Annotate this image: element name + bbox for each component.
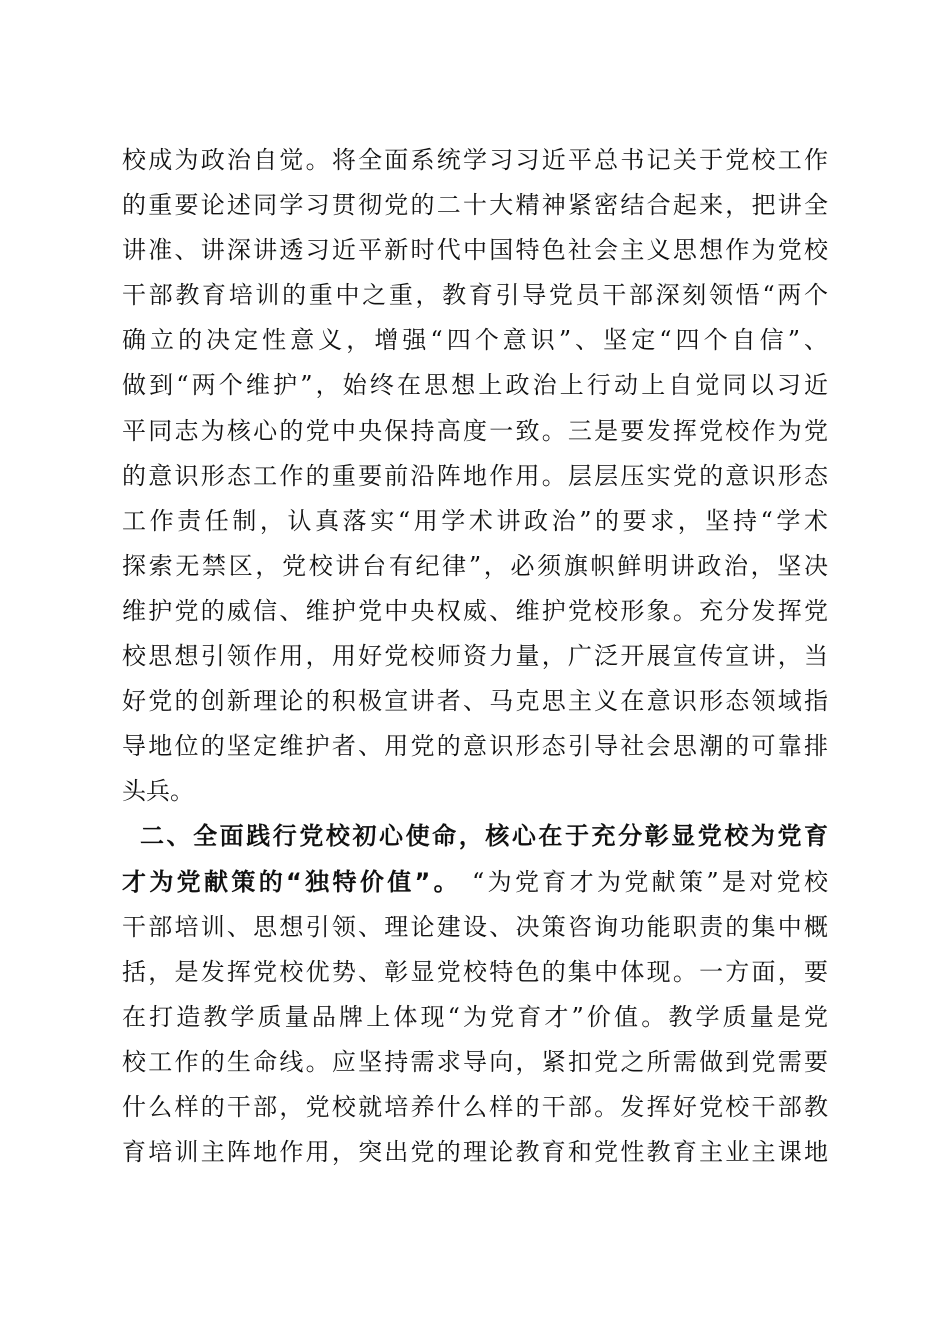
text-line: 干部教育培训的重中之重，教育引导党员干部深刻领悟“两个: [122, 281, 828, 310]
text-line: 的意识形态工作的重要前沿阵地作用。层层压实党的意识形态: [122, 461, 828, 490]
text-line: 工作责任制，认真落实“用学术讲政治”的要求，坚持“学术: [122, 506, 828, 535]
text-line: 好党的创新理论的积极宣讲者、马克思主义在意识形态领域指: [122, 687, 828, 716]
text-line: 校工作的生命线。应坚持需求导向，紧扣党之所需做到党需要: [122, 1047, 828, 1076]
text-line: [122, 860, 828, 905]
text-line: 维护党的威信、维护党中央权威、维护党校形象。充分发挥党: [122, 596, 828, 625]
text-line: 确立的决定性意义，增强“四个意识”、坚定“四个自信”、: [122, 326, 828, 355]
text-line: 校成为政治自觉。将全面系统学习习近平总书记关于党校工作: [122, 146, 828, 174]
section-heading-end: 才为党献策的“独特价值”。: [122, 867, 462, 896]
text-line: 做到“两个维护”，始终在思想上政治上行动上自觉同以习近: [122, 371, 828, 400]
text-line: 导地位的坚定维护者、用党的意识形态引导社会思潮的可靠排: [122, 732, 828, 761]
text-line: 在打造教学质量品牌上体现“为党育才”价值。教学质量是党: [122, 1002, 828, 1031]
text-span: “为党育才为党献策”是对党校: [472, 867, 828, 896]
text-line: 探索无禁区，党校讲台有纪律”，必须旗帜鲜明讲政治，坚决: [122, 551, 828, 580]
text-line: 的重要论述同学习贯彻党的二十大精神紧密结合起来，把讲全: [122, 191, 828, 220]
text-line: 干部培训、思想引领、理论建设、决策咨询功能职责的集中概: [122, 912, 828, 941]
text-line: 括，是发挥党校优势、彰显党校特色的集中体现。一方面，要: [122, 957, 828, 986]
text-line: 育培训主阵地作用，突出党的理论教育和党性教育主业主课地: [122, 1138, 828, 1167]
text-line: 校思想引领作用，用好党校师资力量，广泛开展宣传宣讲，当: [122, 642, 828, 671]
section-heading: 二、全面践行党校初心使命，核心在于充分彰显党校为党育: [140, 822, 828, 851]
document-page: [122, 138, 828, 1175]
paragraph-section-two: [122, 814, 828, 1175]
paragraph-party-school-ideology: [122, 138, 828, 814]
text-line: 头兵。: [122, 777, 194, 806]
text-line: 什么样的干部，党校就培养什么样的干部。发挥好党校干部教: [122, 1092, 828, 1121]
text-line: 平同志为核心的党中央保持高度一致。三是要发挥党校作为党: [122, 416, 828, 445]
text-line: 讲准、讲深讲透习近平新时代中国特色社会主义思想作为党校: [122, 236, 828, 265]
